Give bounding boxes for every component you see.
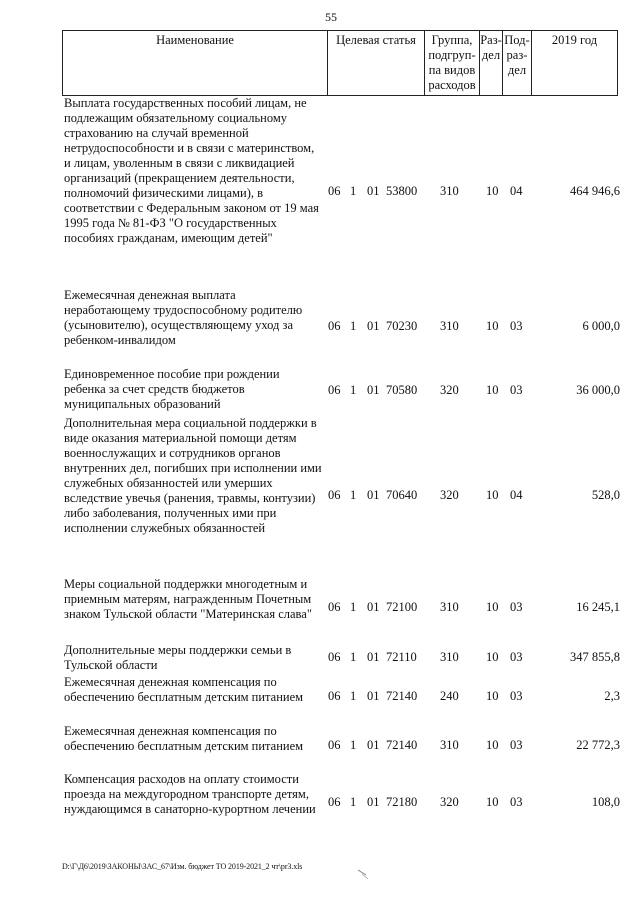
row-code-event: 01 [367, 319, 380, 333]
file-path-footer: D:\Г\Д6\2019\ЗАКОНЫ\ЗАС_67\Изм. бюджет ТО 2019-2021_2 чт\pr3.xls [62, 862, 303, 871]
row-subsection: 04 [510, 488, 523, 502]
row-name: Ежемесячная денежная выплата неработающему трудоспособному родителю (усыновителю), осуществляющему уход за ребенком-инвалидом [64, 288, 303, 347]
row-code-direction: 72140 [386, 738, 418, 752]
row-section: 10 [486, 795, 499, 809]
row-name: Дополнительные меры поддержки семьи в Тульской области [64, 643, 292, 672]
row-group: 320 [440, 488, 459, 502]
table-header [62, 30, 618, 96]
row-code-program: 06 [328, 795, 341, 809]
header-name: Наименование [63, 31, 328, 96]
row-code-subprogram: 1 [350, 184, 357, 198]
row-code-subprogram: 1 [350, 488, 357, 502]
row-group: 320 [440, 795, 459, 809]
row-subsection: 03 [510, 650, 523, 664]
row-code-program: 06 [328, 319, 341, 333]
row-code-direction: 70230 [386, 319, 418, 333]
row-amount: 16 245,1 [576, 600, 620, 614]
header-group: Группа, подгруп- па видов расходов [425, 31, 480, 96]
row-group: 310 [440, 600, 459, 614]
row-subsection: 03 [510, 600, 523, 614]
row-amount: 2,3 [604, 689, 620, 703]
row-subsection: 03 [510, 689, 523, 703]
row-code-program: 06 [328, 738, 341, 752]
row-code-event: 01 [367, 738, 380, 752]
row-code-direction: 72180 [386, 795, 418, 809]
row-group: 320 [440, 383, 459, 397]
row-section: 10 [486, 600, 499, 614]
row-group: 310 [440, 319, 459, 333]
row-name: Ежемесячная денежная компенсация по обеспечению бесплатным детским питанием [64, 675, 304, 704]
row-group: 240 [440, 689, 459, 703]
row-code-event: 01 [367, 488, 380, 502]
row-amount: 528,0 [591, 488, 620, 502]
row-amount: 464 946,6 [570, 184, 620, 198]
row-code-direction: 72140 [386, 689, 418, 703]
row-code-program: 06 [328, 689, 341, 703]
header-section: Раз- дел [480, 31, 503, 96]
row-code-event: 01 [367, 795, 380, 809]
row-name: Дополнительная мера социальной поддержки в виде оказания материальной помощи детям военнослужащих и сотрудников органов внутренних дел, погибших при исполнении ими служебных обязанностей или умерших вследствие увечья (ранения, травмы, контузии) либо заболевания, полученных ими при исполнении служебных обязанностей [64, 416, 322, 535]
row-code-direction: 53800 [386, 184, 418, 198]
row-code-subprogram: 1 [350, 319, 357, 333]
row-name: Выплата государственных пособий лицам, не подлежащим обязательному социальному страхованию на случай временной нетрудоспособности и в связи с материнством, и лицам, уволенным в связи с ликвидацией организаций (прекращением деятельности, полномочий физическими лицами), в соответствии с Федеральным законом от 19 мая 1995 года № 81-ФЗ "О государственных пособиях гражданам, имеющим детей" [64, 96, 319, 245]
row-name: Меры социальной поддержки многодетным и приемным матерям, награжденным Почетным знаком Тульской области "Материнская слава" [64, 577, 312, 621]
row-code-subprogram: 1 [350, 383, 357, 397]
scan-speck [356, 864, 370, 882]
row-amount: 347 855,8 [570, 650, 620, 664]
row-amount: 22 772,3 [576, 738, 620, 752]
row-subsection: 03 [510, 383, 523, 397]
row-code-event: 01 [367, 383, 380, 397]
page-number: 55 [325, 10, 337, 24]
row-group: 310 [440, 184, 459, 198]
row-amount: 108,0 [591, 795, 620, 809]
row-code-program: 06 [328, 600, 341, 614]
header-year: 2019 год [532, 31, 618, 96]
header-target-article: Целевая статья [328, 31, 425, 96]
row-subsection: 03 [510, 319, 523, 333]
row-section: 10 [486, 738, 499, 752]
row-name: Единовременное пособие при рождении ребенка за счет средств бюджетов муниципальных образований [64, 367, 280, 411]
row-section: 10 [486, 383, 499, 397]
header-subsection: Под- раз- дел [503, 31, 532, 96]
row-code-event: 01 [367, 650, 380, 664]
row-name: Компенсация расходов на оплату стоимости проезда на междугородном транспорте детям, нуждающимся в санаторно-курортном лечении [64, 772, 316, 816]
row-group: 310 [440, 738, 459, 752]
row-amount: 6 000,0 [582, 319, 620, 333]
row-code-program: 06 [328, 650, 341, 664]
row-code-event: 01 [367, 689, 380, 703]
row-section: 10 [486, 650, 499, 664]
row-code-program: 06 [328, 383, 341, 397]
row-code-subprogram: 1 [350, 689, 357, 703]
row-code-direction: 70640 [386, 488, 418, 502]
row-amount: 36 000,0 [576, 383, 620, 397]
row-code-program: 06 [328, 184, 341, 198]
row-code-event: 01 [367, 600, 380, 614]
row-code-subprogram: 1 [350, 600, 357, 614]
row-section: 10 [486, 184, 499, 198]
row-group: 310 [440, 650, 459, 664]
row-code-event: 01 [367, 184, 380, 198]
row-code-direction: 72100 [386, 600, 418, 614]
row-subsection: 04 [510, 184, 523, 198]
row-code-direction: 70580 [386, 383, 418, 397]
row-subsection: 03 [510, 795, 523, 809]
row-subsection: 03 [510, 738, 523, 752]
row-name: Ежемесячная денежная компенсация по обеспечению бесплатным детским питанием [64, 724, 304, 753]
row-code-subprogram: 1 [350, 795, 357, 809]
row-code-direction: 72110 [386, 650, 417, 664]
row-section: 10 [486, 319, 499, 333]
row-code-subprogram: 1 [350, 738, 357, 752]
row-section: 10 [486, 689, 499, 703]
row-code-subprogram: 1 [350, 650, 357, 664]
row-code-program: 06 [328, 488, 341, 502]
row-section: 10 [486, 488, 499, 502]
